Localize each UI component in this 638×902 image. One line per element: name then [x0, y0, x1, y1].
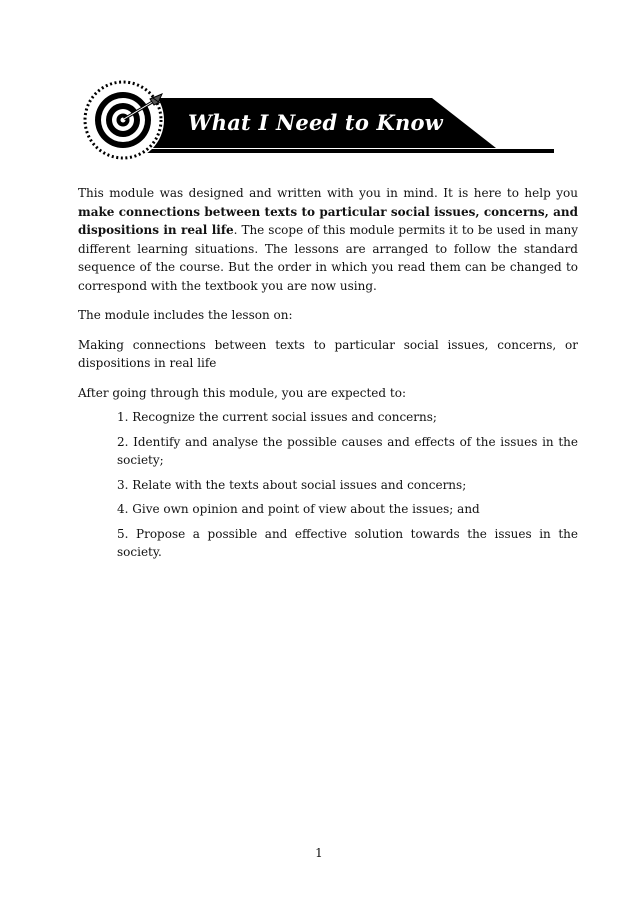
module-content	[78, 184, 578, 568]
list-item: 2. Identify and analyse the possible causes and effects of the issues in the society;	[117, 434, 578, 467]
intro-bold-text: make connections between texts to particular social issues, concerns, and dispositions in real life	[78, 204, 578, 237]
lesson-title	[78, 336, 578, 373]
section-title: What I Need to Know	[188, 110, 443, 135]
list-item: 4. Give own opinion and point of view about the issues; and	[117, 502, 480, 516]
lesson-title-line-1: Making connections between texts to particular social issues, concerns, or	[78, 337, 578, 352]
list-item: 3. Relate with the texts about social issues and concerns;	[117, 477, 467, 492]
expectations-intro: After going through this module, you are expected to:	[78, 385, 406, 400]
list-item: 5. Propose a possible and effective solution towards the issues in the society.	[117, 526, 578, 559]
lesson-intro: The module includes the lesson on:	[78, 308, 293, 322]
target-arrow-icon	[82, 79, 164, 161]
list-item: 1. Recognize the current social issues and concerns;	[117, 410, 437, 424]
intro-text-1: This module was designed and written with you in mind. It is here to help you	[78, 186, 578, 200]
intro-text-2: . The scope of this module permits it to be used in many different learning situations. The lessons are arranged to follow the standard sequence of the course. But the order in which you read them can be changed to correspond with the textbook you are now using.	[78, 223, 578, 293]
intro-paragraph	[78, 184, 578, 295]
section-banner	[82, 72, 556, 168]
page-number: 1	[315, 846, 323, 860]
lesson-title-line-2: dispositions in real life	[78, 356, 217, 370]
objectives-list	[117, 408, 578, 562]
